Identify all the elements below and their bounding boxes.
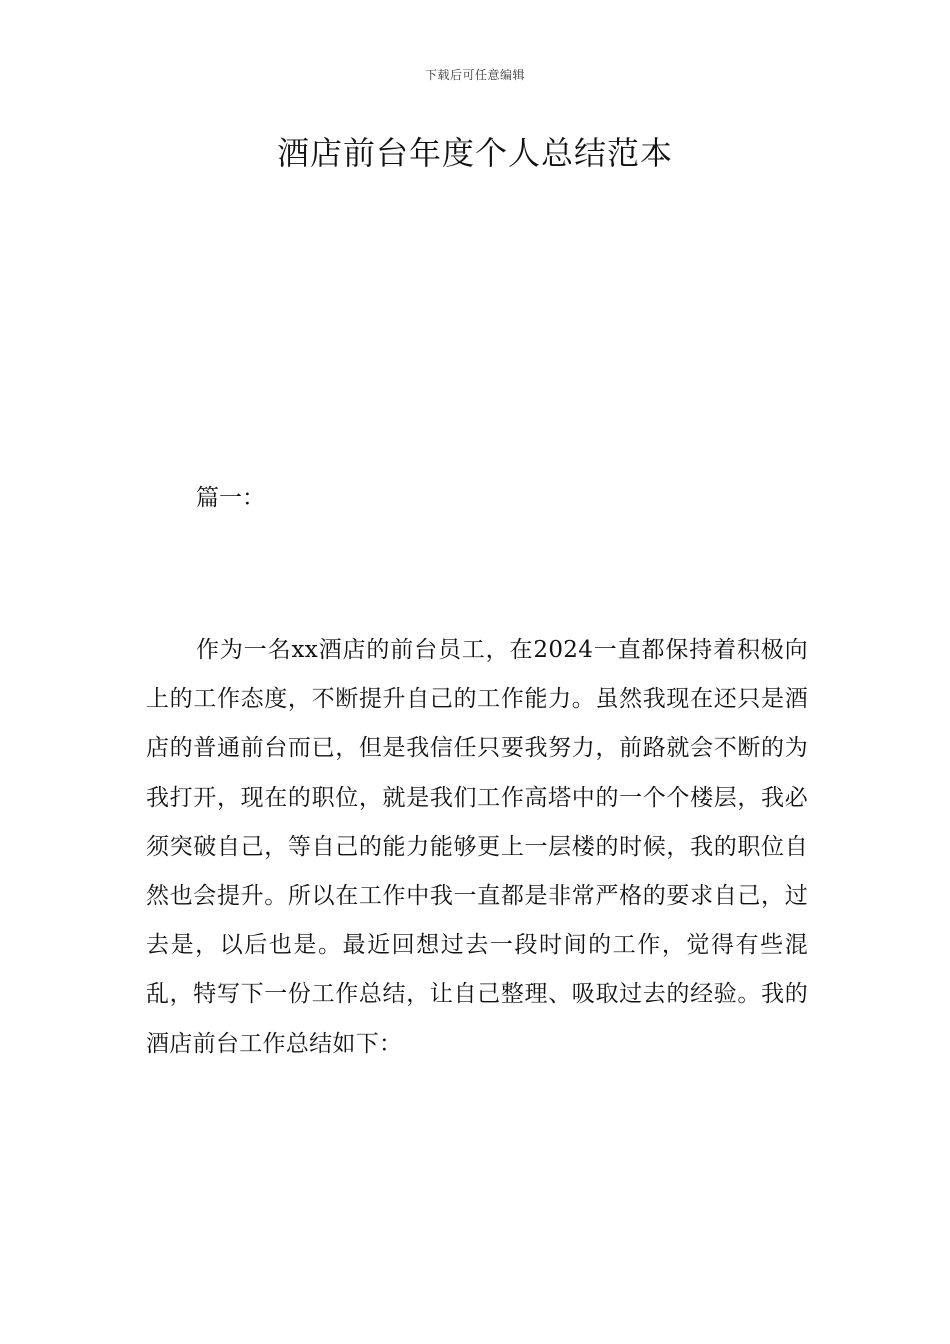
- section-heading: 篇一：: [196, 485, 265, 511]
- document-title: 酒店前台年度个人总结范本: [276, 134, 673, 172]
- header-note: 下载后可任意编辑: [424, 68, 525, 82]
- body-paragraph: 作为一名xx酒店的前台员工，在2024一直都保持着积极向上的工作态度，不断提升自己的工作能力。虽然我现在还只是酒店的普通前台而已，但是我信任只要我努力，前路就会不断的为我打开，现在的职位，就是我们工作高塔中的一个个楼层，我必须突破自己，等自己的能力能够更上一层楼的时候，我的职位自然也会提升。所以在工作中我一直都是非常严格的要求自己，过去是，以后也是。最近回想过去一段时间的工作，觉得有些混乱，特写下一份工作总结，让自己整理、吸取过去的经验。我的酒店前台工作总结如下：: [146, 637, 808, 1057]
